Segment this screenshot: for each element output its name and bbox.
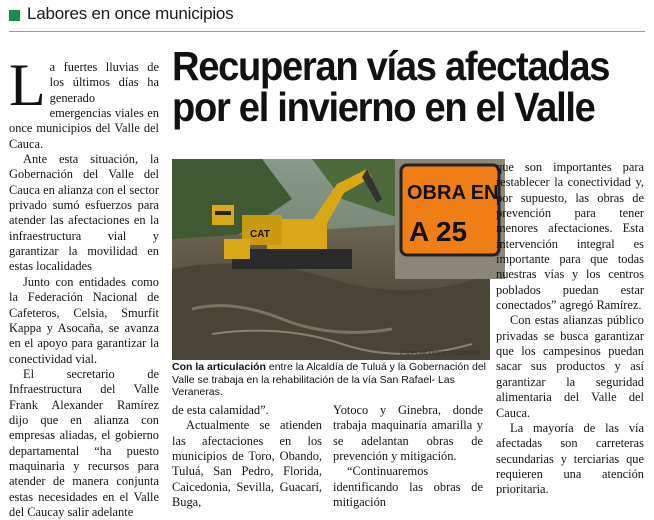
section-rule (9, 31, 645, 32)
article-column-3 (333, 403, 483, 511)
paragraph: Con estas alianzas público privadas se busca garantizar que los campesinos puedan sacar sus productos y así garantizar la seguridad alimentaria del Valle del Cauca. (496, 313, 644, 420)
svg-text:CAT: CAT (250, 229, 270, 240)
headline: Recuperan vías afectadas por el invierno en el Valle (172, 43, 610, 130)
photo-caption (172, 361, 490, 399)
article-column-1 (9, 52, 159, 519)
section-header (9, 4, 645, 28)
sign-text-2: A 25 (409, 216, 468, 247)
paragraph: “Continuaremos identificando las obras de mitigación (333, 464, 483, 510)
paragraph: a fuertes lluvias de los últimos días ha generado emergencias viales en once municipios del Valle del Cauca. (9, 60, 159, 151)
caption-text: entre la Alcaldía de Tuluá y la Gobernación del Valle se trabaja en la rehabilitación de la vía San Rafael- Las Veraneras. (172, 361, 486, 398)
paragraph: que son importantes para restablecer la conectividad y, por supuesto, las obras de prevención para tener menores afectaciones. Esta intervención integral es importante para que todas nuestras vías y los centros poblados puedan estar conectados” agregó Ramírez. (496, 160, 644, 313)
section-label: Labores en once municipios (27, 4, 234, 23)
paragraph: Ante esta situación, la Gobernación del Valle del Cauca en alianza con el sector privado sumó esfuerzos para atender las afectaciones en la infraestructura vial y garantizar la movilidad en estas localidades (9, 152, 159, 274)
road-sign (395, 159, 505, 279)
paragraph: Junto con entidades como la Federación Nacional de Cafeteros, Celsia, Smurfit Kappa y Asocaña, se avanza en el apoyo para garantizar la conectividad vial. (9, 274, 159, 366)
sign-text-1: OBRA EN (407, 182, 499, 204)
paragraph: de esta calamidad”. (172, 403, 269, 417)
paragraph: Yotoco y Ginebra, donde trabaja maquinaria amarilla y se adelantan obras de prevención y mitigación. (333, 403, 483, 464)
article-column-2 (172, 403, 322, 511)
photo-credit: Especial Diario Occidente (400, 350, 481, 357)
article-column-4 (496, 160, 644, 512)
drop-cap: L (9, 52, 46, 118)
paragraph: Actualmente se atienden las afectaciones en los municipios de Toro, Obando, Tuluá, San Pedro, Florida, Caicedonia, Sevilla, Guacarí, Buga, (172, 418, 322, 510)
paragraph: La mayoría de las vía afectadas son carreteras secundarias y terciarias que requieren una atención prioritaria. (496, 420, 644, 497)
paragraph: El secretario de Infraestructura del Valle Frank Alexander Ramírez dijo que en alianza con empresas aliadas, el gobierno departamental “ha puesto maquinaria y recursos para atender de manera conjunta estas necesidades en el Valle del Caucay salir adelante (9, 366, 159, 519)
caption-lead: Con la articulación (172, 361, 266, 373)
section-marker-icon (9, 10, 20, 21)
